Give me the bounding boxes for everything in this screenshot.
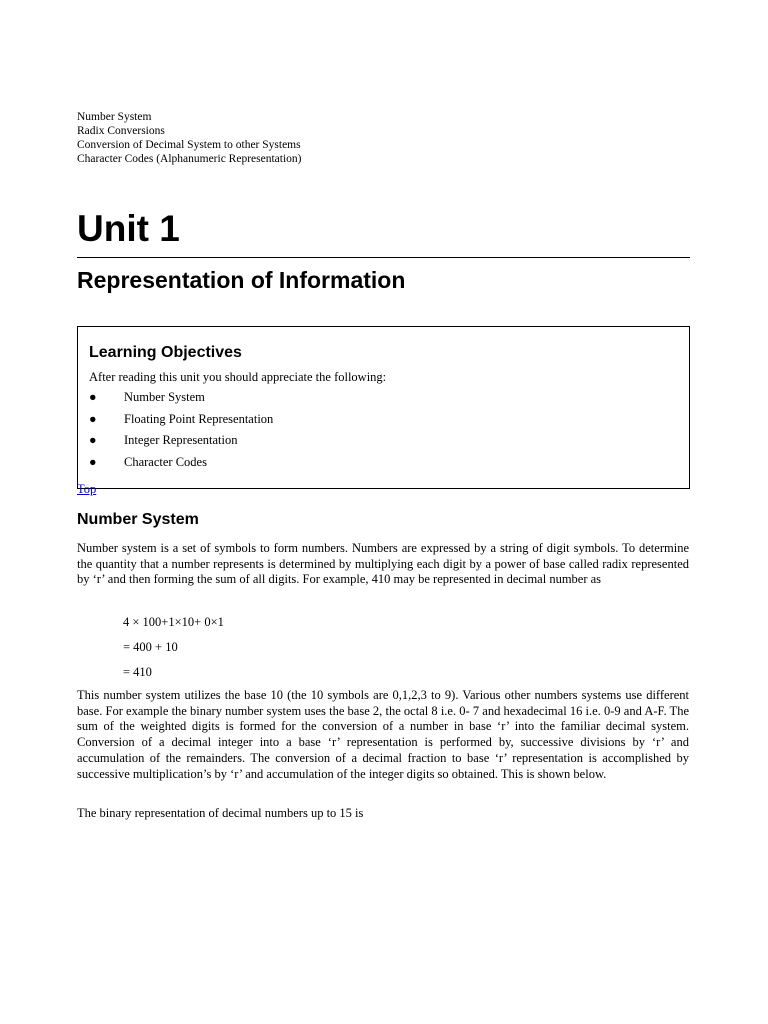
toc-item: Character Codes (Alphanumeric Representation) — [77, 153, 302, 165]
toc-item: Conversion of Decimal System to other Systems — [77, 139, 301, 151]
objectives-title: Learning Objectives — [89, 344, 242, 361]
toc-item: Radix Conversions — [77, 125, 165, 137]
objective-text: Integer Representation — [124, 433, 238, 448]
equation-line: = 400 + 10 — [123, 640, 178, 654]
table-of-contents — [77, 110, 302, 166]
bullet-icon: ● — [89, 433, 97, 448]
objective-text: Number System — [124, 390, 205, 404]
paragraph: The binary representation of decimal numbers up to 15 is — [77, 806, 364, 820]
unit-subtitle: Representation of Information — [77, 267, 406, 293]
equation-line: = 410 — [123, 665, 152, 679]
top-link[interactable]: Top — [77, 482, 97, 496]
toc-item: Number System — [77, 111, 152, 123]
equation-line: 4 × 100+1×10+ 0×1 — [123, 615, 224, 629]
learning-objectives-box — [77, 326, 690, 489]
section-heading: Number System — [77, 511, 199, 528]
paragraph: Number system is a set of symbols to form numbers. Numbers are expressed by a string of digit symbols. To determine the quantity that a number represents is determined by multiplying each digit by a power of base called radix represented by ‘r’ and then forming the sum of all digits. For example, 410 may be represented in decimal number as — [77, 541, 689, 587]
bullet-icon: ● — [89, 411, 97, 426]
unit-title: Unit 1 — [77, 208, 180, 249]
bullet-icon: ● — [89, 455, 97, 470]
objectives-intro: After reading this unit you should appreciate the following: — [89, 370, 387, 384]
bullet-icon: ● — [89, 390, 97, 404]
objective-text: Floating Point Representation — [124, 411, 274, 426]
title-divider — [77, 257, 690, 258]
paragraph: This number system utilizes the base 10 (the 10 symbols are 0,1,2,3 to 9). Various other numbers systems use different base. For example the binary number system uses the base 2, the octal 8 i.e. 0- 7 and hexadecimal 16 i.e. 0-9 and A-F. The sum of the weighted digits is formed for the conversion of a number in base ‘r’ into the familiar decimal system. Conversion of a decimal integer into a base ‘r’ representation is performed by, successive divisions by ‘r’ and accumulation of the remainders. The conversion of a decimal fraction to base ‘r’ representation is accomplished by successive multiplication’s by ‘r’ and accumulation of the integer digits so obtained. This is shown below. — [77, 688, 689, 781]
objective-text: Character Codes — [124, 455, 207, 470]
